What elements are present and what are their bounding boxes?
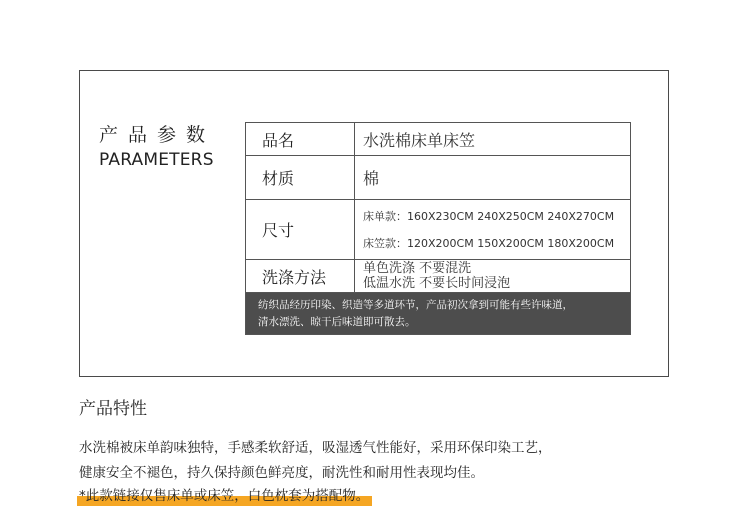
name-value: 水洗棉床单床笠: [363, 130, 476, 150]
section-title-en: PARAMETERS: [99, 150, 214, 170]
size-label: 尺寸: [246, 200, 355, 259]
note-line-2: 清水漂洗、晾干后味道即可散去。: [258, 316, 416, 328]
name-label: 品名: [246, 123, 355, 155]
wash-values: [355, 260, 630, 292]
section-title-cn: 产品参数: [99, 124, 216, 146]
size-sheet: 床单款：160X230CM 240X250CM 240X270CM: [363, 209, 615, 223]
wash-label: 洗涤方法: [246, 260, 355, 292]
feature-line-2: 健康安全不褪色，持久保持颜色鲜亮度，耐洗性和耐用性表现均佳。: [79, 465, 484, 481]
feature-line-1: 水洗棉被床单韵味独特，手感柔软舒适，吸湿透气性能好，采用环保印染工艺，: [79, 440, 552, 456]
note-line-1: 纺织品经历印染、织造等多道环节，产品初次拿到可能有些许味道，: [258, 299, 573, 311]
parameters-table: [245, 122, 631, 335]
odor-note: [246, 293, 630, 334]
material-label: 材质: [246, 156, 355, 199]
table-row-wash: [246, 260, 630, 293]
size-fitted: 床笠款：120X200CM 150X200CM 180X200CM: [363, 236, 615, 250]
size-values: [355, 200, 630, 259]
table-row-name: [246, 123, 630, 156]
table-row-size: [246, 200, 630, 260]
material-value: 棉: [363, 169, 380, 188]
wash-line-2: 低温水洗 不要长时间浸泡: [363, 276, 511, 291]
features-title: 产品特性: [79, 399, 147, 419]
wash-line-1: 单色洗涤 不要混洗: [363, 261, 472, 276]
sale-warning: *此款链接仅售床单或床笠，白色枕套为搭配物。: [77, 484, 372, 506]
table-row-material: [246, 156, 630, 200]
